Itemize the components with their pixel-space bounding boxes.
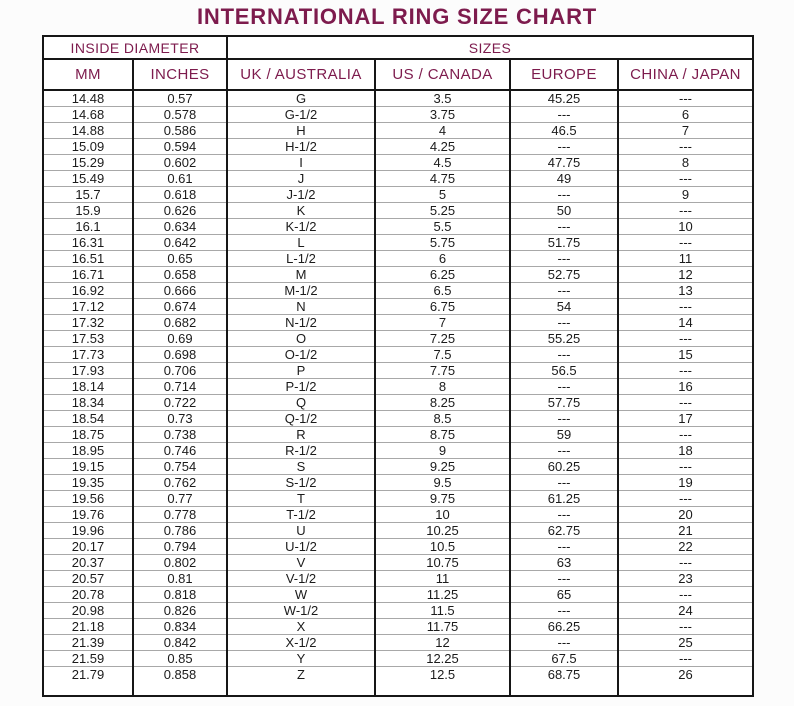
table-row (43, 251, 753, 267)
table-cell-europe: 67.5 (510, 651, 618, 667)
table-cell-mm: 20.37 (43, 555, 133, 571)
table-cell-uk-australia: V-1/2 (227, 571, 375, 587)
table-cell-china-japan: --- (618, 90, 753, 107)
table-cell-us-canada: 4.25 (375, 139, 510, 155)
table-row (43, 267, 753, 283)
table-cell-uk-australia: Z (227, 667, 375, 697)
table-cell-europe: 66.25 (510, 619, 618, 635)
table-cell-inches: 0.714 (133, 379, 227, 395)
table-cell-china-japan: 13 (618, 283, 753, 299)
table-cell-inches: 0.602 (133, 155, 227, 171)
table-cell-us-canada: 11.25 (375, 587, 510, 603)
table-row (43, 571, 753, 587)
group-header-sizes: SIZES (227, 36, 753, 59)
table-cell-us-canada: 4.5 (375, 155, 510, 171)
table-cell-mm: 16.31 (43, 235, 133, 251)
table-cell-uk-australia: G-1/2 (227, 107, 375, 123)
table-cell-europe: 57.75 (510, 395, 618, 411)
table-cell-china-japan: --- (618, 587, 753, 603)
table-cell-europe: --- (510, 219, 618, 235)
table-cell-china-japan: 18 (618, 443, 753, 459)
column-header-row (43, 59, 753, 90)
table-cell-mm: 19.35 (43, 475, 133, 491)
table-cell-us-canada: 8.5 (375, 411, 510, 427)
table-cell-china-japan: 14 (618, 315, 753, 331)
table-row (43, 219, 753, 235)
table-row (43, 587, 753, 603)
table-cell-uk-australia: I (227, 155, 375, 171)
table-cell-inches: 0.57 (133, 90, 227, 107)
table-cell-china-japan: --- (618, 395, 753, 411)
table-cell-europe: --- (510, 107, 618, 123)
table-cell-inches: 0.706 (133, 363, 227, 379)
table-cell-mm: 17.73 (43, 347, 133, 363)
table-cell-uk-australia: G (227, 90, 375, 107)
table-cell-inches: 0.754 (133, 459, 227, 475)
table-cell-us-canada: 5.75 (375, 235, 510, 251)
table-cell-europe: 45.25 (510, 90, 618, 107)
table-cell-europe: --- (510, 251, 618, 267)
table-cell-inches: 0.81 (133, 571, 227, 587)
table-cell-us-canada: 6.25 (375, 267, 510, 283)
table-cell-china-japan: 20 (618, 507, 753, 523)
table-cell-uk-australia: Q (227, 395, 375, 411)
table-cell-mm: 15.29 (43, 155, 133, 171)
table-cell-us-canada: 3.75 (375, 107, 510, 123)
table-cell-china-japan: 24 (618, 603, 753, 619)
table-row (43, 171, 753, 187)
table-cell-uk-australia: W (227, 587, 375, 603)
table-cell-us-canada: 7.25 (375, 331, 510, 347)
table-cell-mm: 20.17 (43, 539, 133, 555)
table-body (43, 90, 753, 696)
table-cell-china-japan: --- (618, 619, 753, 635)
table-cell-mm: 17.12 (43, 299, 133, 315)
table-cell-inches: 0.826 (133, 603, 227, 619)
table-cell-europe: 63 (510, 555, 618, 571)
table-cell-uk-australia: H-1/2 (227, 139, 375, 155)
table-cell-uk-australia: L (227, 235, 375, 251)
table-cell-inches: 0.818 (133, 587, 227, 603)
table-cell-mm: 21.39 (43, 635, 133, 651)
table-cell-inches: 0.682 (133, 315, 227, 331)
table-cell-us-canada: 9.5 (375, 475, 510, 491)
table-cell-us-canada: 7.75 (375, 363, 510, 379)
table-cell-europe: 56.5 (510, 363, 618, 379)
table-cell-mm: 19.15 (43, 459, 133, 475)
table-cell-inches: 0.658 (133, 267, 227, 283)
table-cell-mm: 16.51 (43, 251, 133, 267)
table-row (43, 315, 753, 331)
table-row (43, 123, 753, 139)
table-cell-inches: 0.786 (133, 523, 227, 539)
table-cell-uk-australia: V (227, 555, 375, 571)
table-cell-europe: --- (510, 571, 618, 587)
table-cell-us-canada: 6 (375, 251, 510, 267)
table-cell-inches: 0.674 (133, 299, 227, 315)
table-cell-mm: 18.34 (43, 395, 133, 411)
table-cell-europe: 50 (510, 203, 618, 219)
column-header-uk-australia: UK / AUSTRALIA (227, 59, 375, 90)
table-cell-europe: 49 (510, 171, 618, 187)
table-cell-uk-australia: R (227, 427, 375, 443)
table-cell-us-canada: 9.25 (375, 459, 510, 475)
table-cell-us-canada: 8.75 (375, 427, 510, 443)
table-row (43, 475, 753, 491)
table-cell-mm: 18.95 (43, 443, 133, 459)
table-cell-us-canada: 6.75 (375, 299, 510, 315)
table-cell-us-canada: 5.25 (375, 203, 510, 219)
table-row (43, 443, 753, 459)
table-cell-uk-australia: X (227, 619, 375, 635)
table-row (43, 459, 753, 475)
table-row (43, 283, 753, 299)
table-cell-china-japan: --- (618, 363, 753, 379)
table-cell-inches: 0.61 (133, 171, 227, 187)
table-cell-europe: 54 (510, 299, 618, 315)
table-cell-mm: 18.54 (43, 411, 133, 427)
table-row (43, 299, 753, 315)
table-row (43, 155, 753, 171)
group-header-inside-diameter: INSIDE DIAMETER (43, 36, 227, 59)
table-cell-uk-australia: O-1/2 (227, 347, 375, 363)
table-cell-mm: 19.76 (43, 507, 133, 523)
table-cell-china-japan: --- (618, 331, 753, 347)
table-cell-mm: 16.92 (43, 283, 133, 299)
table-cell-inches: 0.762 (133, 475, 227, 491)
table-cell-uk-australia: T (227, 491, 375, 507)
table-cell-mm: 14.68 (43, 107, 133, 123)
table-cell-china-japan: 25 (618, 635, 753, 651)
table-cell-inches: 0.634 (133, 219, 227, 235)
table-row (43, 603, 753, 619)
column-header-mm: MM (43, 59, 133, 90)
table-row (43, 635, 753, 651)
table-row (43, 331, 753, 347)
table-cell-inches: 0.642 (133, 235, 227, 251)
table-cell-inches: 0.65 (133, 251, 227, 267)
table-cell-uk-australia: S (227, 459, 375, 475)
table-cell-mm: 17.32 (43, 315, 133, 331)
table-cell-europe: --- (510, 603, 618, 619)
table-cell-europe: 55.25 (510, 331, 618, 347)
table-cell-uk-australia: Q-1/2 (227, 411, 375, 427)
table-cell-uk-australia: Y (227, 651, 375, 667)
table-cell-inches: 0.698 (133, 347, 227, 363)
table-cell-us-canada: 4.75 (375, 171, 510, 187)
table-cell-china-japan: --- (618, 299, 753, 315)
table-row (43, 427, 753, 443)
table-cell-uk-australia: X-1/2 (227, 635, 375, 651)
table-cell-china-japan: 21 (618, 523, 753, 539)
table-cell-us-canada: 5 (375, 187, 510, 203)
table-row (43, 491, 753, 507)
table-cell-europe: --- (510, 187, 618, 203)
table-cell-europe: 52.75 (510, 267, 618, 283)
table-cell-europe: --- (510, 443, 618, 459)
table-row (43, 363, 753, 379)
table-cell-china-japan: 15 (618, 347, 753, 363)
table-cell-inches: 0.746 (133, 443, 227, 459)
table-cell-china-japan: 22 (618, 539, 753, 555)
table-cell-china-japan: --- (618, 555, 753, 571)
table-cell-inches: 0.578 (133, 107, 227, 123)
table-cell-inches: 0.834 (133, 619, 227, 635)
table-cell-mm: 16.1 (43, 219, 133, 235)
table-cell-china-japan: --- (618, 235, 753, 251)
table-cell-uk-australia: J-1/2 (227, 187, 375, 203)
table-cell-china-japan: --- (618, 459, 753, 475)
table-cell-uk-australia: N-1/2 (227, 315, 375, 331)
table-cell-us-canada: 12.25 (375, 651, 510, 667)
table-cell-inches: 0.586 (133, 123, 227, 139)
table-cell-mm: 18.75 (43, 427, 133, 443)
table-cell-europe: 62.75 (510, 523, 618, 539)
table-cell-us-canada: 9.75 (375, 491, 510, 507)
table-cell-europe: --- (510, 475, 618, 491)
table-cell-china-japan: 26 (618, 667, 753, 697)
table-cell-europe: --- (510, 507, 618, 523)
table-cell-inches: 0.802 (133, 555, 227, 571)
table-cell-us-canada: 9 (375, 443, 510, 459)
table-cell-europe: --- (510, 283, 618, 299)
page-title: INTERNATIONAL RING SIZE CHART (196, 4, 598, 29)
ring-size-table (42, 35, 754, 697)
table-cell-uk-australia: W-1/2 (227, 603, 375, 619)
table-cell-inches: 0.778 (133, 507, 227, 523)
table-cell-us-canada: 11.5 (375, 603, 510, 619)
table-cell-europe: --- (510, 347, 618, 363)
table-row (43, 187, 753, 203)
table-cell-china-japan: 11 (618, 251, 753, 267)
table-cell-us-canada: 10.5 (375, 539, 510, 555)
table-cell-us-canada: 10.25 (375, 523, 510, 539)
table-cell-europe: 61.25 (510, 491, 618, 507)
table-cell-mm: 21.79 (43, 667, 133, 697)
table-cell-us-canada: 10 (375, 507, 510, 523)
table-cell-inches: 0.794 (133, 539, 227, 555)
table-cell-inches: 0.85 (133, 651, 227, 667)
table-cell-uk-australia: M (227, 267, 375, 283)
table-cell-europe: 68.75 (510, 667, 618, 697)
column-header-europe: EUROPE (510, 59, 618, 90)
table-cell-uk-australia: H (227, 123, 375, 139)
table-row (43, 379, 753, 395)
table-cell-china-japan: 6 (618, 107, 753, 123)
table-cell-uk-australia: L-1/2 (227, 251, 375, 267)
table-cell-us-canada: 11 (375, 571, 510, 587)
table-row (43, 347, 753, 363)
table-cell-uk-australia: J (227, 171, 375, 187)
table-cell-mm: 16.71 (43, 267, 133, 283)
table-cell-europe: 60.25 (510, 459, 618, 475)
table-cell-inches: 0.73 (133, 411, 227, 427)
table-cell-mm: 15.09 (43, 139, 133, 155)
table-cell-uk-australia: P (227, 363, 375, 379)
table-row (43, 203, 753, 219)
table-header (43, 36, 753, 90)
table-cell-china-japan: 23 (618, 571, 753, 587)
table-cell-us-canada: 3.5 (375, 90, 510, 107)
table-cell-us-canada: 7.5 (375, 347, 510, 363)
table-cell-us-canada: 6.5 (375, 283, 510, 299)
table-cell-china-japan: --- (618, 139, 753, 155)
table-row (43, 667, 753, 697)
group-header-row (43, 36, 753, 59)
table-cell-europe: 59 (510, 427, 618, 443)
table-cell-china-japan: --- (618, 427, 753, 443)
table-cell-mm: 18.14 (43, 379, 133, 395)
table-cell-us-canada: 8 (375, 379, 510, 395)
table-cell-uk-australia: O (227, 331, 375, 347)
table-cell-inches: 0.738 (133, 427, 227, 443)
table-cell-us-canada: 7 (375, 315, 510, 331)
table-cell-uk-australia: S-1/2 (227, 475, 375, 491)
table-cell-uk-australia: K-1/2 (227, 219, 375, 235)
table-cell-mm: 17.93 (43, 363, 133, 379)
table-cell-inches: 0.842 (133, 635, 227, 651)
table-cell-europe: --- (510, 379, 618, 395)
table-row (43, 235, 753, 251)
table-cell-mm: 14.48 (43, 90, 133, 107)
table-cell-us-canada: 10.75 (375, 555, 510, 571)
table-cell-uk-australia: U-1/2 (227, 539, 375, 555)
table-cell-china-japan: 9 (618, 187, 753, 203)
table-cell-uk-australia: M-1/2 (227, 283, 375, 299)
table-cell-europe: --- (510, 315, 618, 331)
table-cell-uk-australia: U (227, 523, 375, 539)
table-cell-inches: 0.77 (133, 491, 227, 507)
table-cell-china-japan: 7 (618, 123, 753, 139)
table-cell-europe: --- (510, 635, 618, 651)
table-cell-china-japan: --- (618, 491, 753, 507)
table-row (43, 651, 753, 667)
column-header-china-japan: CHINA / JAPAN (618, 59, 753, 90)
table-cell-mm: 21.59 (43, 651, 133, 667)
table-cell-uk-australia: K (227, 203, 375, 219)
table-row (43, 395, 753, 411)
table-cell-inches: 0.594 (133, 139, 227, 155)
table-cell-china-japan: 17 (618, 411, 753, 427)
table-cell-europe: 46.5 (510, 123, 618, 139)
table-cell-europe: --- (510, 411, 618, 427)
table-cell-china-japan: --- (618, 651, 753, 667)
table-cell-mm: 17.53 (43, 331, 133, 347)
table-row (43, 139, 753, 155)
table-cell-mm: 15.7 (43, 187, 133, 203)
table-cell-mm: 19.56 (43, 491, 133, 507)
table-cell-us-canada: 4 (375, 123, 510, 139)
table-row (43, 90, 753, 107)
table-row (43, 523, 753, 539)
table-cell-uk-australia: T-1/2 (227, 507, 375, 523)
table-cell-uk-australia: P-1/2 (227, 379, 375, 395)
table-cell-mm: 20.57 (43, 571, 133, 587)
table-cell-china-japan: 12 (618, 267, 753, 283)
table-cell-europe: --- (510, 539, 618, 555)
table-row (43, 411, 753, 427)
table-cell-inches: 0.722 (133, 395, 227, 411)
table-cell-mm: 14.88 (43, 123, 133, 139)
table-row (43, 107, 753, 123)
table-cell-europe: 65 (510, 587, 618, 603)
table-cell-inches: 0.618 (133, 187, 227, 203)
table-cell-europe: --- (510, 139, 618, 155)
table-cell-china-japan: 10 (618, 219, 753, 235)
table-cell-china-japan: 19 (618, 475, 753, 491)
table-cell-inches: 0.69 (133, 331, 227, 347)
table-cell-europe: 47.75 (510, 155, 618, 171)
table-cell-mm: 21.18 (43, 619, 133, 635)
table-cell-us-canada: 12 (375, 635, 510, 651)
column-header-us-canada: US / CANADA (375, 59, 510, 90)
table-row (43, 539, 753, 555)
table-cell-china-japan: 16 (618, 379, 753, 395)
table-cell-mm: 15.9 (43, 203, 133, 219)
table-cell-uk-australia: R-1/2 (227, 443, 375, 459)
table-cell-mm: 19.96 (43, 523, 133, 539)
table-cell-uk-australia: N (227, 299, 375, 315)
table-cell-mm: 15.49 (43, 171, 133, 187)
table-cell-china-japan: 8 (618, 155, 753, 171)
table-cell-us-canada: 8.25 (375, 395, 510, 411)
table-cell-inches: 0.666 (133, 283, 227, 299)
table-cell-us-canada: 11.75 (375, 619, 510, 635)
table-row (43, 507, 753, 523)
table-cell-mm: 20.98 (43, 603, 133, 619)
table-row (43, 619, 753, 635)
table-cell-inches: 0.858 (133, 667, 227, 697)
table-cell-inches: 0.626 (133, 203, 227, 219)
table-row (43, 555, 753, 571)
table-cell-china-japan: --- (618, 171, 753, 187)
table-cell-europe: 51.75 (510, 235, 618, 251)
table-cell-us-canada: 5.5 (375, 219, 510, 235)
column-header-inches: INCHES (133, 59, 227, 90)
table-cell-china-japan: --- (618, 203, 753, 219)
table-cell-mm: 20.78 (43, 587, 133, 603)
table-cell-us-canada: 12.5 (375, 667, 510, 697)
